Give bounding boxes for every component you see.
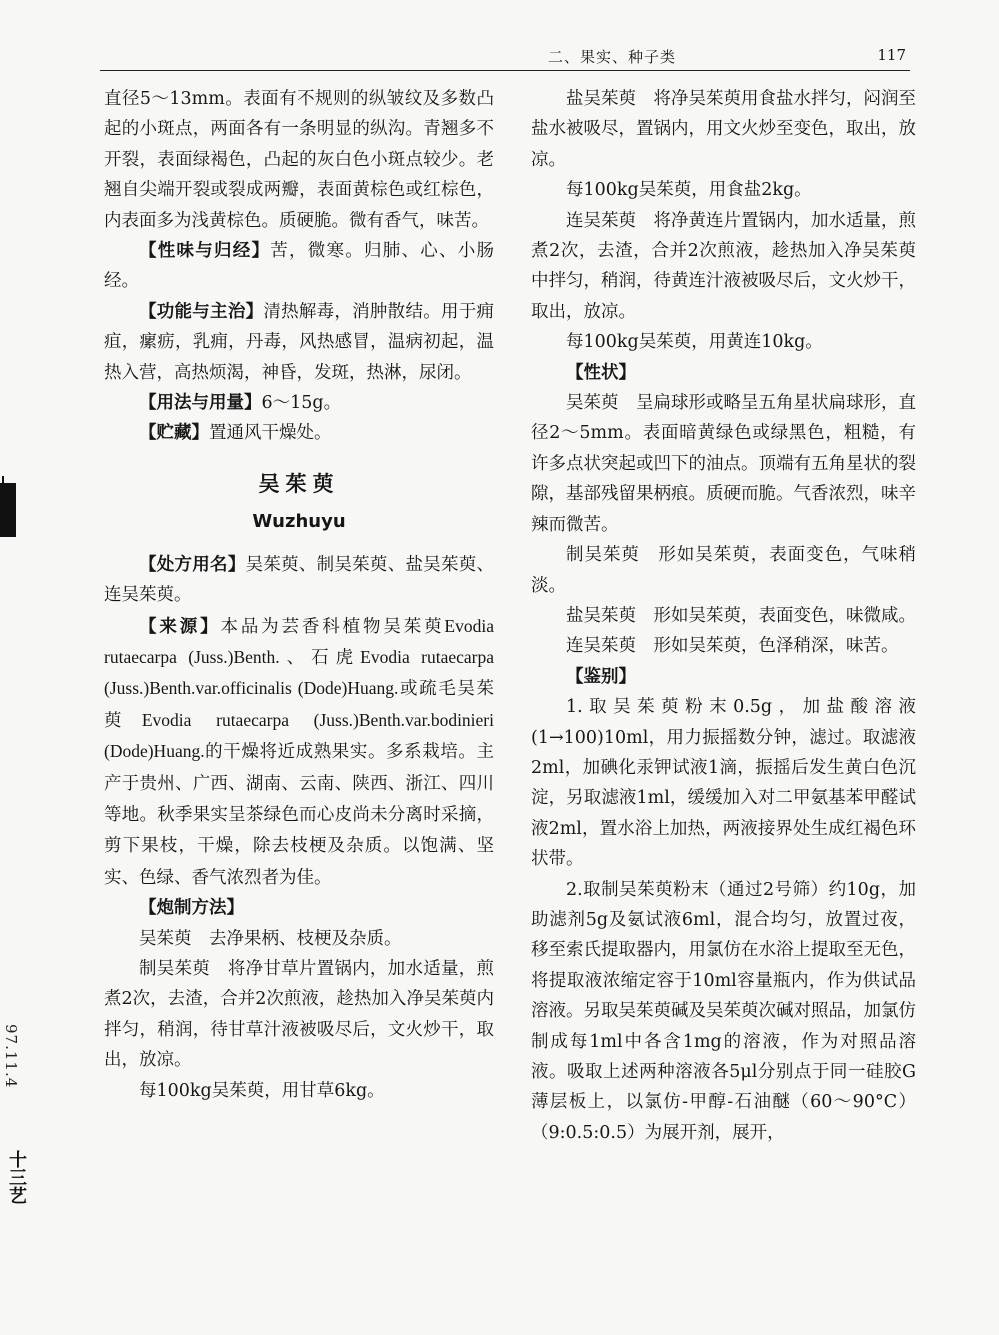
paragraph: [531, 662, 916, 692]
paragraph: 每100kg吴茱萸，用甘草6kg。: [139, 1080, 385, 1101]
paragraph: 每100kg吴茱萸，用食盐2kg。: [566, 180, 812, 201]
running-head: 二、果实、种子类: [548, 48, 677, 66]
paragraph: [104, 236, 494, 297]
section-label: 【性状】: [566, 362, 636, 383]
paragraph: 制吴茱萸 将净甘草片置锅内，加水适量，煎煮2次，去渣，合并2次煎液，趁热加入净吴茱萸内拌匀，稍润，待甘草汁液被吸尽后，文火炒干，取出，放凉。: [104, 958, 494, 1071]
scan-binding-mark: [0, 483, 16, 537]
section-label: 【鉴别】: [566, 666, 636, 687]
paragraph: [104, 893, 494, 923]
section-text: 本品为芸香科植物吴茱萸Evodia rutaecarpa (Juss.)Benth.、石虎Evodia rutaecarpa (Juss.)Benth.var.officinalis (Dode)Huang.或疏毛吴茱萸Evodia rutaecarpa (Juss.)Benth.var.bodinieri (Dode)Huang.的干燥将近成熟果实。多系栽培。主产于贵州、广西、湖南、云南、陕西、浙江、四川等地。秋季果实呈茶绿色而心皮尚未分离时采摘，剪下果枝，干燥，除去枝梗及杂质。以饱满、坚实、色绿、香气浓烈者为佳。: [104, 615, 494, 887]
paragraph: 连吴茱萸 将净黄连片置锅内，加水适量，煎煮2次，去渣，合并2次煎液，趁热加入净吴茱萸中拌匀，稍润，待黄连汁液被吸尽后，文火炒干，取出，放凉。: [531, 210, 916, 322]
paragraph: [104, 388, 494, 418]
paragraph: [531, 358, 916, 388]
paragraph: [104, 297, 494, 388]
section-label: 【贮藏】: [139, 423, 209, 444]
section-label: 【炮制方法】: [139, 898, 244, 919]
paragraph: [104, 418, 494, 448]
left-column: [104, 84, 494, 1106]
section-text: 清热解毒，消肿散结。用于痈疽，瘰疬，乳痈，丹毒，风热感冒，温病初起，温热入营，高热烦渴，神昏，发斑，热淋，尿闭。: [104, 301, 495, 383]
section-text: 6～15g。: [261, 393, 342, 414]
section-text: 置通风干燥处。: [209, 423, 332, 444]
section-label: 【来源】: [139, 616, 221, 637]
paragraph: 盐吴茱萸 将净吴茱萸用食盐水拌匀，闷润至盐水被吸尽，置锅内，用文火炒至变色，取出，放凉。: [531, 89, 916, 170]
paragraph: 制吴茱萸 形如吴茱萸，表面变色，气味稍淡。: [531, 545, 916, 596]
header-rule: [100, 70, 910, 71]
section-text: 苦，微寒。归肺、心、小肠经。: [104, 241, 494, 292]
paragraph: [104, 550, 494, 611]
section-text: 吴茱萸、制吴茱萸、盐吴茱萸、连吴茱萸。: [104, 554, 495, 606]
paragraph: 每100kg吴茱萸，用黄连10kg。: [566, 332, 823, 353]
paragraph: 盐吴茱萸 形如吴茱萸，表面变色，味微咸。: [566, 605, 916, 626]
section-label: 【功能与主治】: [139, 301, 264, 322]
page-number: 117: [877, 46, 906, 64]
paragraph: 连吴茱萸 形如吴茱萸，色泽稍深，味苦。: [566, 636, 899, 657]
section-label: 【性味与归经】: [139, 241, 271, 262]
margin-stamp-note: 十三艺: [6, 1150, 27, 1204]
paragraph: 吴茱萸 去净果柄、枝梗及杂质。: [139, 928, 402, 949]
entry-pinyin: Wuzhuyu: [252, 511, 346, 533]
right-column: [531, 84, 916, 1148]
paragraph: 直径5～13mm。表面有不规则的纵皱纹及多数凸起的小斑点，两面各有一条明显的纵沟。青翘多不开裂，表面绿褐色，凸起的灰白色小斑点较少。老翘自尖端开裂或裂成两瓣，表面黄棕色或红棕色，内表面多为浅黄棕色。质硬脆。微有香气，味苦。: [104, 89, 494, 231]
paragraph: 2.取制吴茱萸粉末（通过2号筛）约10g，加助滤剂5g及氨试液6ml，混合均匀，放置过夜，移至索氏提取器内，用氯仿在水浴上提取至无色，将提取液浓缩定容于10ml容量瓶内，作为供试品溶液。另取吴茱萸碱及吴茱萸次碱对照品，加氯仿制成每1ml中各含1mg的溶液，作为对照品溶液。吸取上述两种溶液各5μl分别点于同一硅胶G薄层板上，以氯仿-甲醇-石油醚（60～90°C）（9:0.5:0.5）为展开剂，展开，: [531, 879, 916, 1143]
paragraph: [104, 611, 494, 894]
paragraph: 吴茱萸 呈扁球形或略呈五角星状扁球形，直径2～5mm。表面暗黄绿色或绿黑色，粗糙，有许多点状突起或凹下的油点。顶端有五角星状的裂隙，基部残留果柄痕。质硬而脆。气香浓烈，味辛辣而微苦。: [531, 393, 916, 535]
entry-title: 吴茱萸: [258, 470, 340, 496]
section-label: 【处方用名】: [139, 554, 246, 575]
section-label: 【用法与用量】: [139, 393, 262, 414]
paragraph: 1.取吴茱萸粉末0.5g，加盐酸溶液(1→100)10ml，用力振摇数分钟，滤过。取滤液2ml，加碘化汞钾试液1滴，振摇后发生黄白色沉淀，另取滤液1ml，缓缓加入对二甲氨基苯甲醛试液2ml，置水浴上加热，两液接界处生成红褐色环状带。: [531, 697, 916, 870]
page-header: [100, 44, 910, 70]
margin-date-note: 97.11.4: [2, 1024, 20, 1089]
